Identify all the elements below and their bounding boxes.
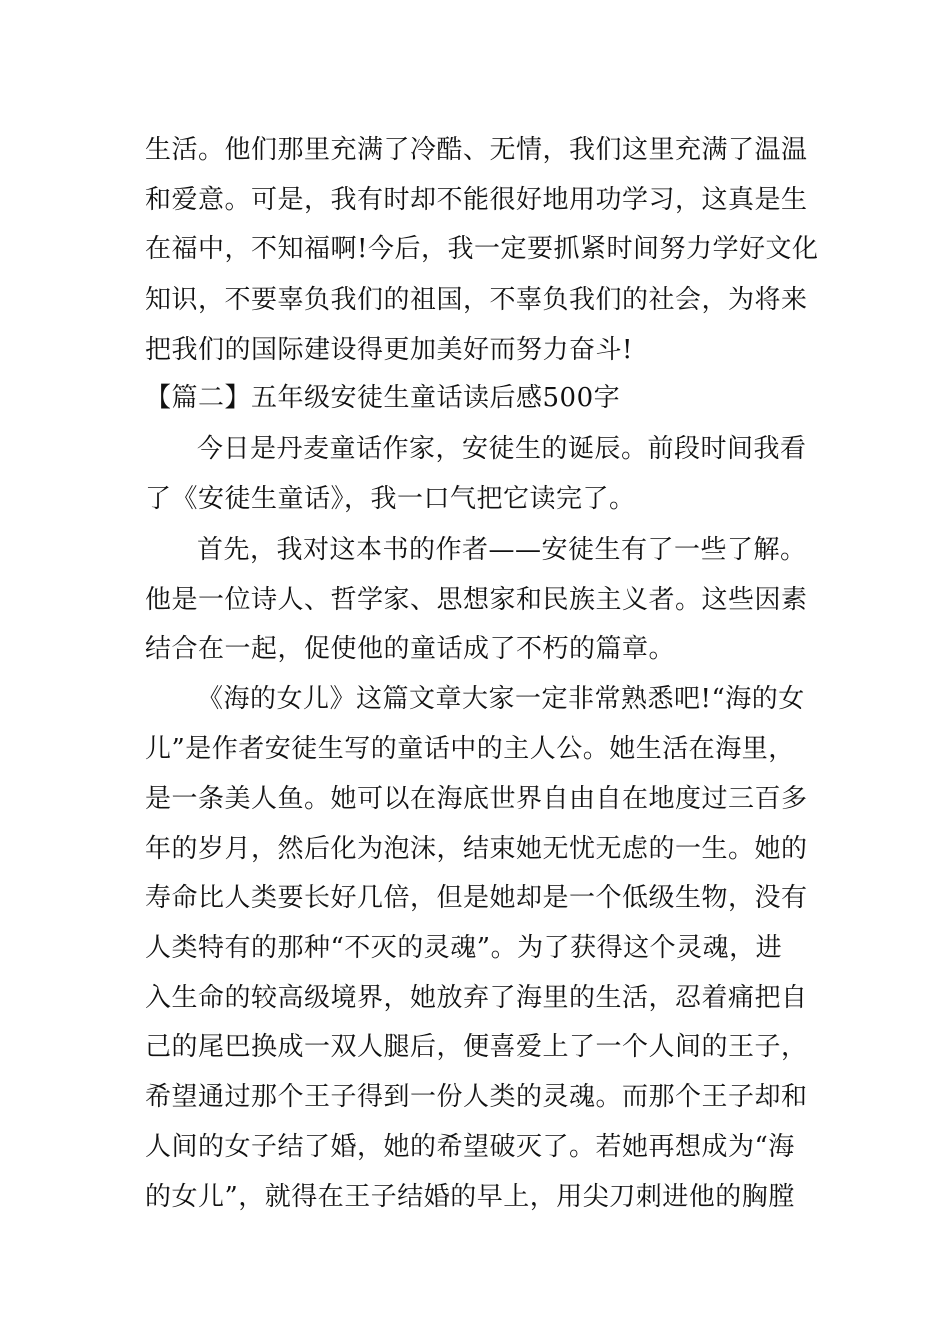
text-line: 结合在一起，促使他的童话成了不朽的篇章。	[145, 634, 676, 664]
text-line: 儿”是作者安徒生写的童话中的主人公。她生活在海里，	[145, 734, 795, 764]
section-heading: 【篇二】五年级安徒生童话读后感500字	[145, 383, 621, 413]
text-line: 今日是丹麦童话作家，安徒生的诞辰。前段时间我看	[197, 434, 807, 464]
text-line: 年的岁月，然后化为泡沫，结束她无忧无虑的一生。她的	[145, 834, 808, 864]
text-line: 首先，我对这本书的作者——安徒生有了一些了解。	[197, 535, 807, 565]
text-line: 是一条美人鱼。她可以在海底世界自由自在地度过三百多	[145, 784, 808, 814]
text-line: 入生命的较高级境界，她放弃了海里的生活，忍着痛把自	[145, 983, 808, 1013]
text-line: 己的尾巴换成一双人腿后，便喜爱上了一个人间的王子，	[145, 1032, 808, 1062]
text-line: 人间的女子结了婚，她的希望破灭了。若她再想成为“海	[145, 1132, 795, 1162]
text-line: 生活。他们那里充满了冷酷、无情，我们这里充满了温温	[145, 135, 808, 165]
text-line: 把我们的国际建设得更加美好而努力奋斗!	[145, 335, 633, 365]
text-line: 人类特有的那种“不灭的灵魂”。为了获得这个灵魂，进	[145, 933, 783, 963]
text-line: 希望通过那个王子得到一份人类的灵魂。而那个王子却和	[145, 1082, 808, 1112]
text-line: 知识，不要辜负我们的祖国，不辜负我们的社会，为将来	[145, 285, 808, 315]
text-line: 和爱意。可是，我有时却不能很好地用功学习，这真是生	[145, 185, 808, 215]
text-line: 他是一位诗人、哲学家、思想家和民族主义者。这些因素	[145, 585, 808, 615]
text-line: 了《安徒生童话》，我一口气把它读完了。	[145, 484, 636, 514]
text-line: 寿命比人类要长好几倍，但是她却是一个低级生物，没有	[145, 883, 808, 913]
text-line: 的女儿”，就得在王子结婚的早上，用尖刀刺进他的胸膛	[145, 1182, 795, 1212]
text-line: 《海的女儿》这篇文章大家一定非常熟悉吧!“海的女	[197, 684, 805, 714]
text-line: 在福中，不知福啊!今后，我一定要抓紧时间努力学好文化	[145, 234, 819, 264]
